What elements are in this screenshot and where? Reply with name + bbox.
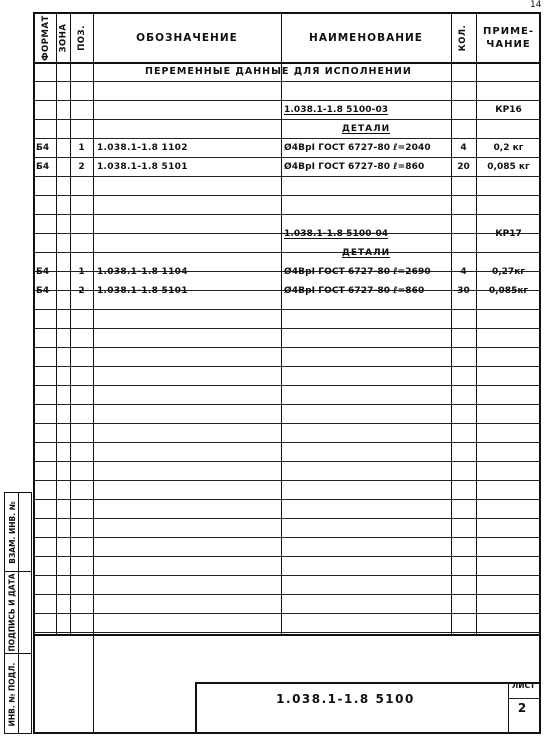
group-label: ДЕТАЛИ: [341, 123, 391, 134]
document-code: 1.038.1-1.8 5100: [276, 692, 415, 706]
row-note: 0,27кг: [491, 266, 526, 277]
row-format: Б4: [36, 142, 50, 153]
header-name: НАИМЕНОВАНИЕ: [309, 32, 423, 44]
row-format: Б4: [36, 161, 50, 172]
row-designation: 1.038.1-1.8 1104: [97, 266, 188, 277]
row-note: 0,085 кг: [487, 161, 530, 172]
section-title-row: [35, 62, 539, 81]
section-title: ПЕРЕМЕННЫЕ ДАННЫЕ ДЛЯ ИСПОЛНЕНИИ: [145, 66, 412, 77]
variant-note: КР17: [495, 228, 522, 239]
header-zone: ЗОНА: [58, 23, 68, 53]
sheet-number: 2: [517, 701, 527, 715]
header-note: ПРИМЕ- ЧАНИЕ: [483, 26, 534, 50]
table-row: [35, 262, 539, 281]
row-name: Ø4ВрI ГОСТ 6727-80 ℓ=2040: [284, 142, 431, 153]
variant-code: 1.038.1-1.8 5100-03: [284, 104, 389, 115]
table-row: [35, 157, 539, 176]
row-designation: 1.038.1-1.8 1102: [97, 142, 188, 153]
row-position: 1: [78, 142, 85, 153]
group-label-row: [35, 119, 539, 138]
row-designation: 1.038.1-1.8 5101: [97, 161, 188, 172]
stamp-original-inv-label: ИНВ. № ПОДЛ.: [7, 662, 17, 726]
side-stamp: [4, 492, 32, 734]
group-label: ДЕТАЛИ: [341, 247, 391, 258]
variant-code-row: [35, 224, 539, 243]
variant-code: 1.038.1-1.8 5100-04: [284, 228, 389, 239]
variant-code-row: [35, 100, 539, 119]
row-quantity: 4: [460, 266, 467, 277]
row-note: 0,2 кг: [493, 142, 524, 153]
stamp-replace-inv-label: ВЗАМ. ИНВ. №: [7, 500, 17, 564]
sheet-label: ЛИСТ: [512, 681, 536, 690]
row-name: Ø4ВрI ГОСТ 6727-80 ℓ=860: [284, 285, 425, 296]
header-quantity: КОЛ.: [458, 24, 469, 52]
table-row: [35, 138, 539, 157]
header-position: ПОЗ.: [76, 25, 87, 51]
stamp-signature-date-label: ПОДПИСЬ И ДАТА: [7, 572, 17, 652]
row-name: Ø4ВрI ГОСТ 6727-80 ℓ=2690: [284, 266, 431, 277]
row-quantity: 4: [460, 142, 467, 153]
row-designation: 1.038.1-1.8 5101: [97, 285, 188, 296]
group-label-row: [35, 243, 539, 262]
sheet-corner-mark: 14: [530, 0, 542, 10]
row-format: Б4: [36, 285, 50, 296]
specification-sheet: [33, 12, 541, 734]
table-row: [35, 281, 539, 300]
row-quantity: 30: [457, 285, 470, 296]
row-position: 1: [78, 266, 85, 277]
row-format: Б4: [36, 266, 50, 277]
header-format: ФОРМАТ: [40, 15, 51, 61]
row-note: 0,085кг: [488, 285, 529, 296]
variant-note: КР16: [495, 104, 522, 115]
header-designation: ОБОЗНАЧЕНИЕ: [136, 32, 238, 44]
row-position: 2: [78, 285, 85, 296]
row-quantity: 20: [457, 161, 470, 172]
row-position: 2: [78, 161, 85, 172]
row-name: Ø4ВрI ГОСТ 6727-80 ℓ=860: [284, 161, 425, 172]
